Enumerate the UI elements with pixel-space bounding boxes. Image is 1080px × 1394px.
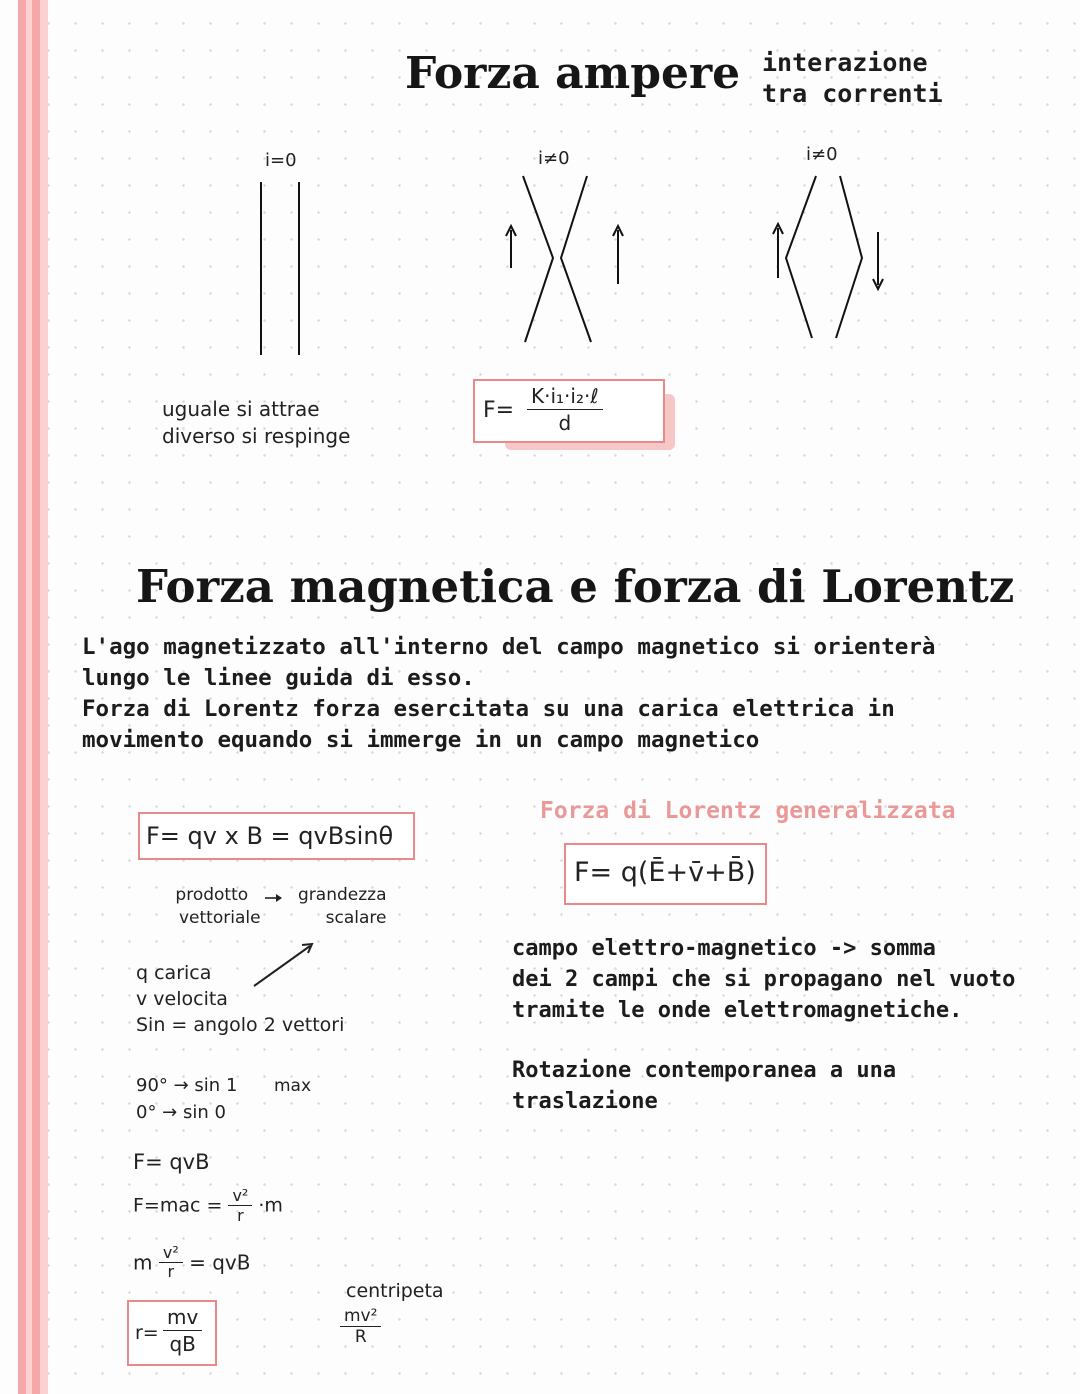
centripeta-label: centripeta xyxy=(346,1280,444,1302)
f-qvb: F= qvB xyxy=(133,1150,210,1174)
lorentz-para2-line2: movimento equando si immerge in un campo magnetico xyxy=(82,727,760,753)
m-fraction xyxy=(159,1244,183,1281)
grandezza-line1: grandezza xyxy=(298,885,387,905)
diagram1-label: i=0 xyxy=(265,150,297,171)
ampere-subtitle xyxy=(762,47,943,109)
generalized-formula: F= q(Ē+v̄+B̄) xyxy=(574,857,756,888)
centripeta-num: mv² xyxy=(340,1306,381,1327)
ampere-formula-den: d xyxy=(558,411,572,435)
m-frac-tail: = qvB xyxy=(189,1250,251,1275)
ampere-subtitle-line1: interazione xyxy=(762,48,928,77)
ampere-note xyxy=(162,396,350,450)
m-frac-prefix: m xyxy=(133,1250,153,1275)
f-mac-num: v² xyxy=(228,1186,252,1206)
sin-label: Sin = angolo 2 vettori xyxy=(136,1014,345,1036)
radius-formula-box xyxy=(127,1300,217,1366)
angle-cases xyxy=(136,1072,237,1126)
lorentz-main-formula: F= qv x B = qvBsinθ xyxy=(146,822,394,850)
ampere-note-line1: uguale si attrae xyxy=(162,397,320,421)
centripeta-den: R xyxy=(354,1327,367,1347)
margin-band xyxy=(18,0,48,1394)
q-label: q carica xyxy=(136,962,212,984)
ninety-line: 90° → sin 1 xyxy=(136,1075,238,1096)
ampere-formula-box xyxy=(473,379,665,443)
campo-line3: tramite le onde elettromagnetiche. xyxy=(512,998,963,1023)
lorentz-para1-line2: lungo le linee guida di esso. xyxy=(82,665,475,691)
variable-legend xyxy=(136,960,344,1038)
prodotto-arrow-icon xyxy=(263,893,287,903)
prodotto-vettoriale-note xyxy=(163,884,261,930)
ampere-subtitle-line2: tra correnti xyxy=(762,79,943,108)
r-num: mv xyxy=(163,1304,202,1331)
lorentz-title: Forza magnetica e forza di Lorentz xyxy=(136,560,1015,613)
m-frac-den: r xyxy=(167,1262,175,1281)
campo-note xyxy=(512,933,1015,1026)
f-mac-tail: ·m xyxy=(258,1194,283,1217)
generalized-title: Forza di Lorentz generalizzata xyxy=(540,798,956,824)
diagram2-label: i≠0 xyxy=(538,148,570,169)
grandezza-line2: scalare xyxy=(325,908,387,928)
f-mac-fraction xyxy=(228,1186,252,1225)
generalized-formula-box xyxy=(564,843,767,905)
lorentz-para2-line1: Forza di Lorentz forza esercitata su una carica elettrica in xyxy=(82,696,895,722)
f-mac-equation xyxy=(133,1186,283,1225)
diagram3-label: i≠0 xyxy=(806,144,838,165)
repelling-wires-diagram xyxy=(760,170,900,345)
max-label: max xyxy=(274,1076,312,1096)
rotazione-note xyxy=(512,1055,896,1117)
r-lhs: r= xyxy=(135,1322,159,1344)
rotazione-line2: traslazione xyxy=(512,1089,658,1114)
ampere-note-line2: diverso si respinge xyxy=(162,424,351,448)
grandezza-scalare-note xyxy=(298,884,387,930)
m-frac-num: v² xyxy=(159,1244,183,1263)
campo-line1: campo elettro-magnetico -> somma xyxy=(512,936,936,961)
ampere-formula-fraction xyxy=(527,383,603,436)
ampere-formula-lhs: F= xyxy=(483,398,515,423)
campo-line2: dei 2 campi che si propagano nel vuoto xyxy=(512,967,1016,992)
f-mac: F=mac = xyxy=(133,1194,223,1217)
ampere-formula-num: K·i₁·i₂·ℓ xyxy=(527,383,603,410)
zero-line: 0° → sin 0 xyxy=(136,1102,226,1123)
r-fraction xyxy=(163,1304,202,1357)
lorentz-intro xyxy=(82,632,935,756)
prodotto-line1: prodotto xyxy=(175,885,249,905)
prodotto-line2: vettoriale xyxy=(179,908,261,928)
r-den: qB xyxy=(169,1332,196,1356)
ampere-title: Forza ampere xyxy=(405,48,741,99)
lorentz-para1-line1: L'ago magnetizzato all'interno del campo magnetico si orienterà xyxy=(82,634,936,660)
m-equation xyxy=(133,1244,250,1281)
lorentz-formula-box xyxy=(138,812,415,860)
f-mac-den: r xyxy=(237,1206,244,1225)
parallel-wires-diagram xyxy=(250,180,310,360)
attracting-wires-diagram xyxy=(495,172,635,347)
centripeta-fraction xyxy=(340,1306,381,1347)
rotazione-line1: Rotazione contemporanea a una xyxy=(512,1058,897,1083)
v-label: v velocita xyxy=(136,988,228,1010)
